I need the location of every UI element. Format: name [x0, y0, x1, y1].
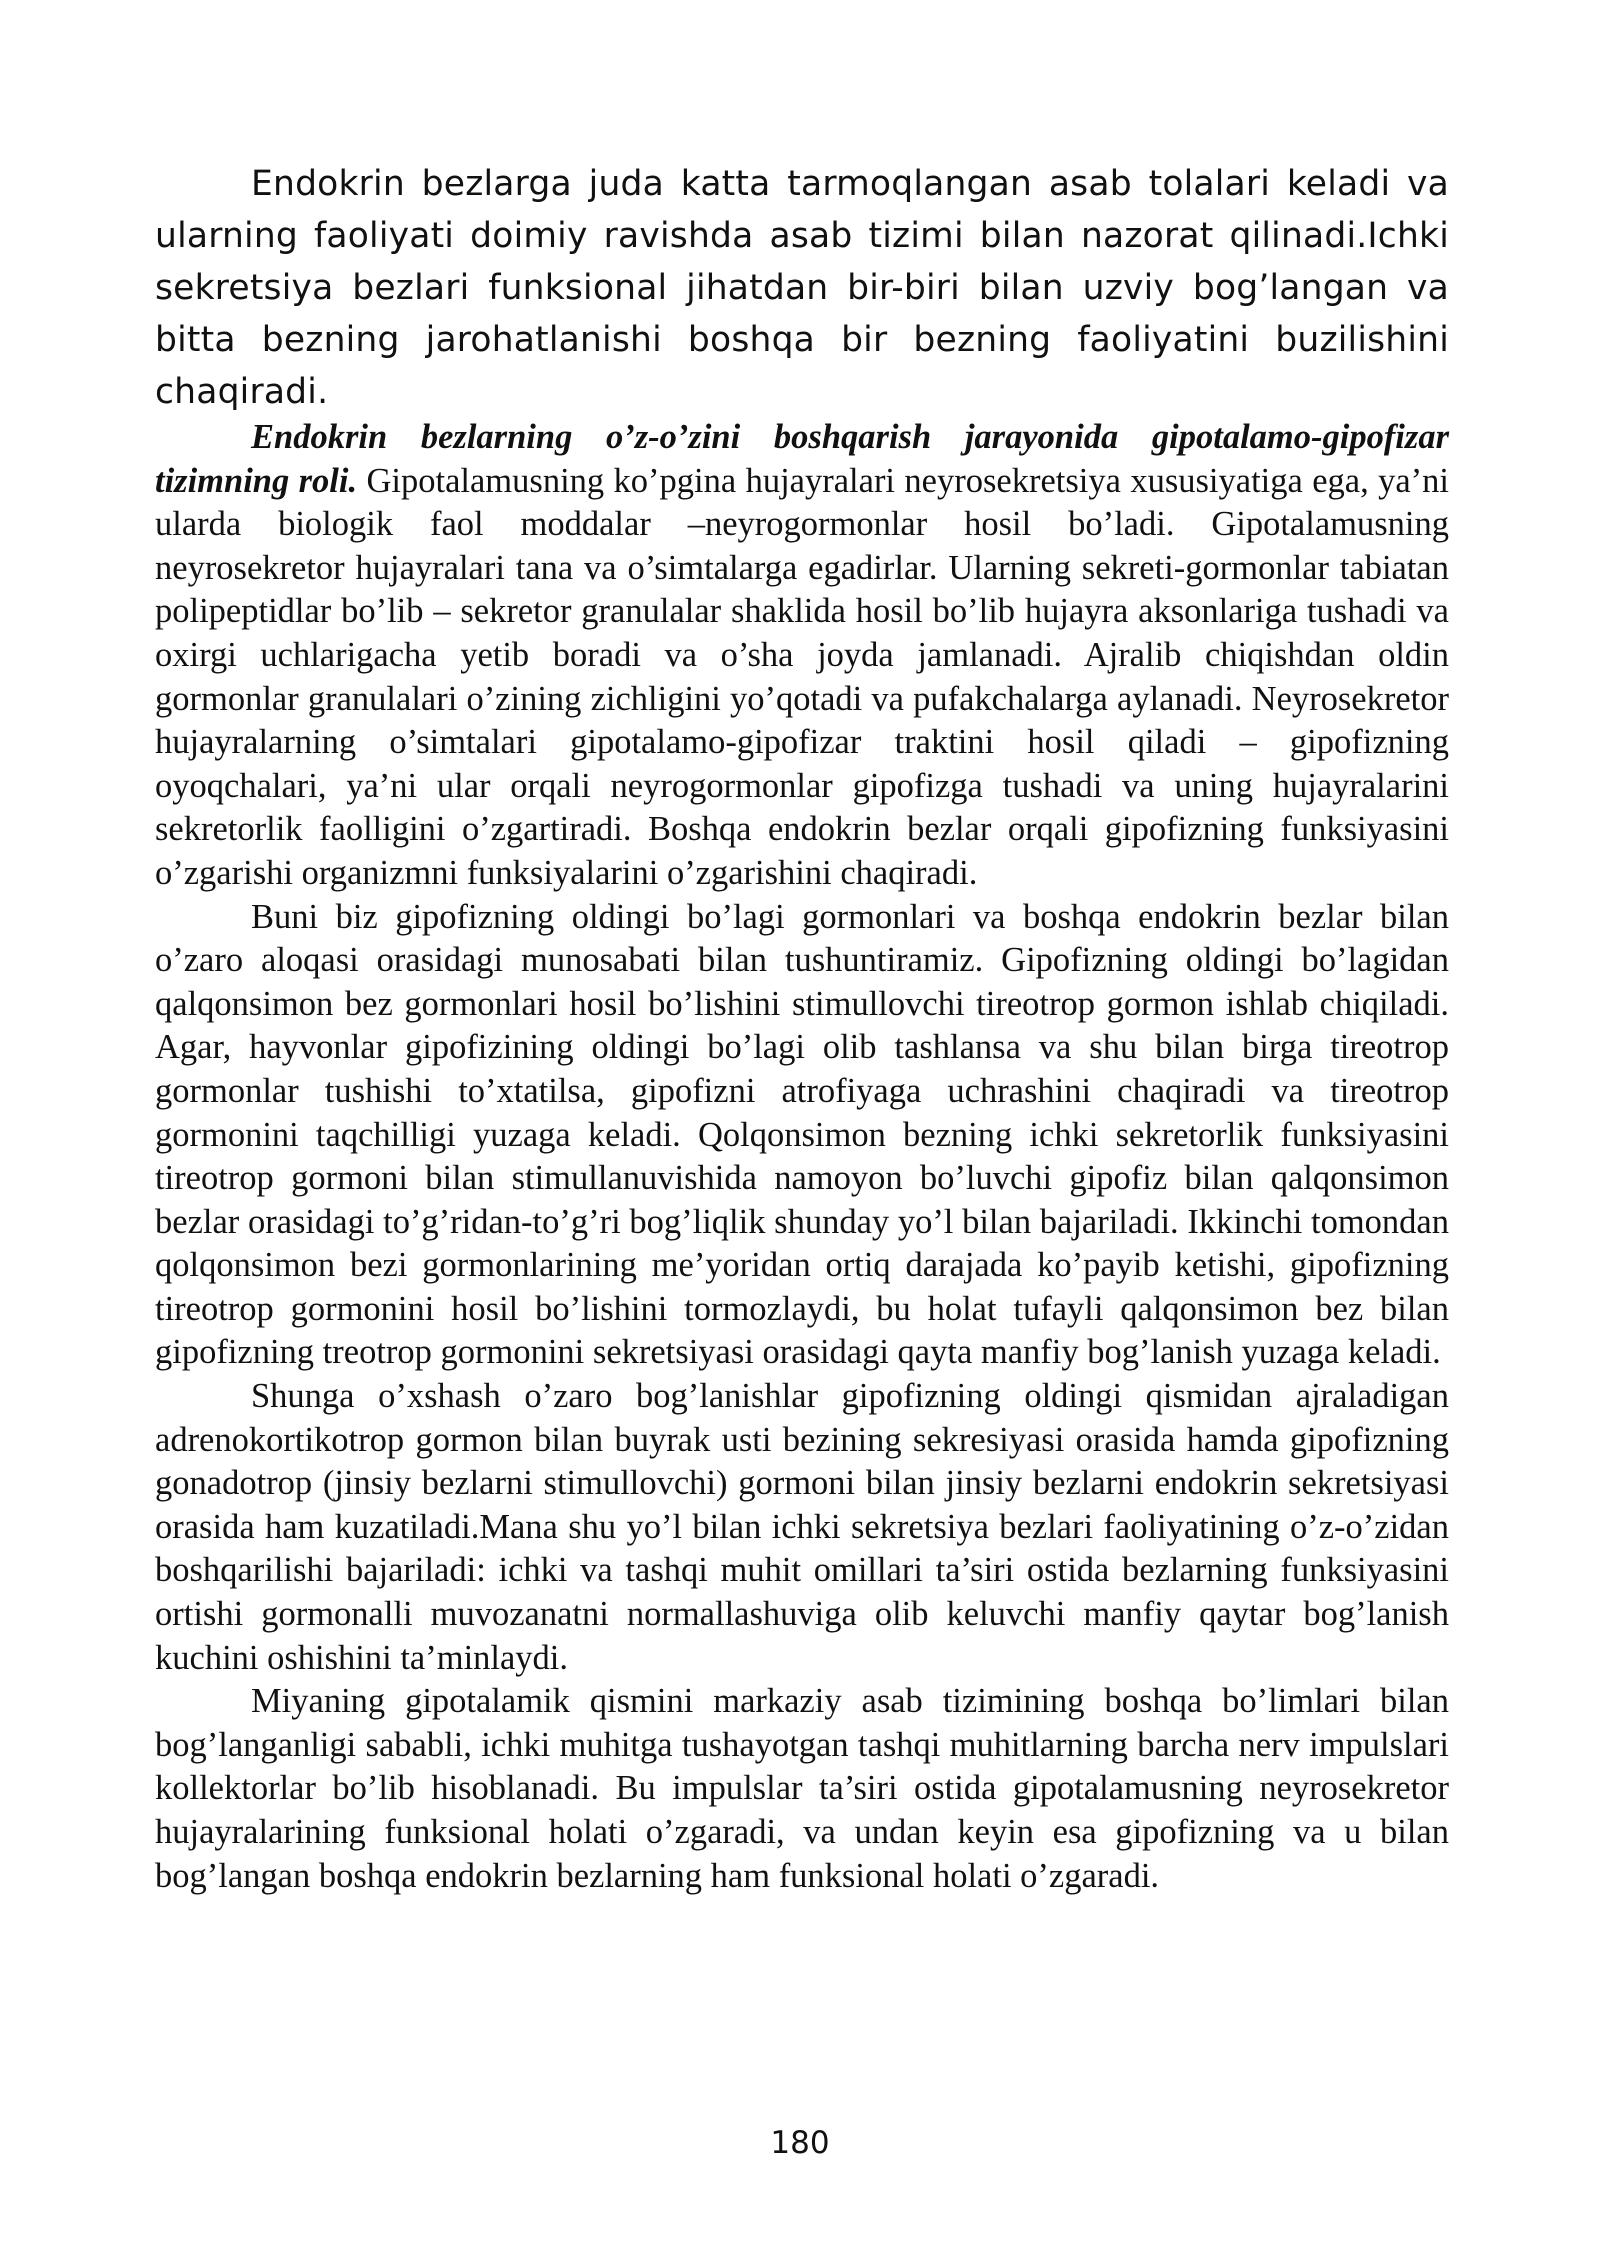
paragraph-intro — [155, 158, 1449, 418]
document-page — [155, 158, 1449, 1898]
paragraph-text: Shunga o’xshash o’zaro bog’lanishlar gipofizning oldingi qismidan ajraladigan adrenokortikotrop gormon bilan buyrak usti bezining sekresiyasi orasida hamda gipofizning gonadotrop (jinsiy bezlarni stimullovchi) gormoni bilan jinsiy bezlarni endokrin sekretsiyasi orasida ham kuzatiladi.Mana shu yo’l bilan ichki sekretsiya bezlari faoliyatining o’z-o’zidan boshqarilishi bajariladi: ichki va tashqi muhit omillari ta’siri ostida bezlarning funksiyasini ortishi gormonalli muvozanatni normallashuviga olib keluvchi manfiy qaytar bog’lanish kuchini oshishini ta’minlaydi. — [155, 1377, 1449, 1677]
page-number: 180 — [770, 2125, 830, 2161]
paragraph-text: Gipotalamusning ko’pgina hujayralari neyrosekretsiya xususiyatiga ega, ya’ni ularda biologik faol moddalar –neyrogormonlar hosil bo’ladi. Gipotalamusning neyrosekretor hujayralari tana va o’simtalarga egadirlar. Ularning sekreti-gormonlar tabiatan polipeptidlar bo’lib – sekretor granulalar shaklida hosil bo’lib hujayra aksonlariga tushadi va oxirgi uchlarigacha yetib boradi va o’sha joyda jamlanadi. Ajralib chiqishdan oldin gormonlar granulalari o’zining zichligini yo’qotadi va pufakchalarga aylanadi. Neyrosekretor hujayralarning o’simtalari gipotalamo-gipofizar traktini hosil qiladi – gipofizning oyoqchalari, ya’ni ular orqali neyrogormonlar gipofizga tushadi va uning hujayralarini sekretorlik faolligini o’zgartiradi. Boshqa endokrin bezlar orqali gipofizning funksiyasini o’zgarishi organizmni funksiyalarini o’zgarishini chaqiradi. — [155, 461, 1449, 892]
paragraph-feedback — [155, 1375, 1449, 1680]
paragraph-hypothalamus — [155, 416, 1449, 896]
paragraph-text: Buni biz gipofizning oldingi bo’lagi gormonlari va boshqa endokrin bezlar bilan o’zaro aloqasi orasidagi munosabati bilan tushuntiramiz. Gipofizning oldingi bo’lagidan qalqonsimon bez gormonlari hosil bo’lishini stimullovchi tireotrop gormon ishlab chiqiladi. Agar, hayvonlar gipofizining oldingi bo’lagi olib tashlansa va shu bilan birga tireotrop gormonlar tushishi to’xtatilsa, gipofizni atrofiyaga uchrashini chaqiradi va tireotrop gormonini taqchilligi yuzaga keladi. Qolqonsimon bezning ichki sekretorlik funksiyasini tireotrop gormoni bilan stimullanuvishida namoyon bo’luvchi gipofiz bilan qalqonsimon bezlar orasidagi to’g’ridan-to’g’ri bog’liqlik shunday yo’l bilan bajariladi. Ikkinchi tomondan qolqonsimon bezi gormonlarining me’yoridan ortiq darajada ko’payib ketishi, gipofizning tireotrop gormonini hosil bo’lishini tormozlaydi, bu holat tufayli qalqonsimon bez bilan gipofizning treotrop gormonini sekretsiyasi orasidagi qayta manfiy bog’lanish yuzaga keladi. — [155, 897, 1449, 1372]
paragraph-text: Miyaning gipotalamik qismini markaziy asab tizimining boshqa bo’limlari bilan bog’langanligi sababli, ichki muhitga tushayotgan tashqi muhitlarning barcha nerv impulslari kollektorlar bo’lib hisoblanadi. Bu impulslar ta’siri ostida gipotalamusning neyrosekretor hujayralarining funksional holati o’zgaradi, va undan keyin esa gipofizning va u bilan bog’langan boshqa endokrin bezlarning ham funksional holati o’zgaradi. — [155, 1682, 1449, 1895]
paragraph-text: Endokrin bezlarga juda katta tarmoqlangan asab tolalari keladi va ularning faoliyati doimiy ravishda asab tizimi bilan nazorat qilinadi.Ichki sekretsiya bezlari funksional jihatdan bir-biri bilan uzviy bog’langan va bitta bezning jarohatlanishi boshqa bir bezning faoliyatini buzilishini chaqiradi. — [155, 164, 1449, 412]
paragraph-brain — [155, 1680, 1449, 1898]
section-heading: Endokrin bezlarning o’z-o’zini boshqarish jarayonida gipotalamo-gipofizar tizimning roli. — [155, 418, 1449, 500]
paragraph-thyroid — [155, 896, 1449, 1376]
